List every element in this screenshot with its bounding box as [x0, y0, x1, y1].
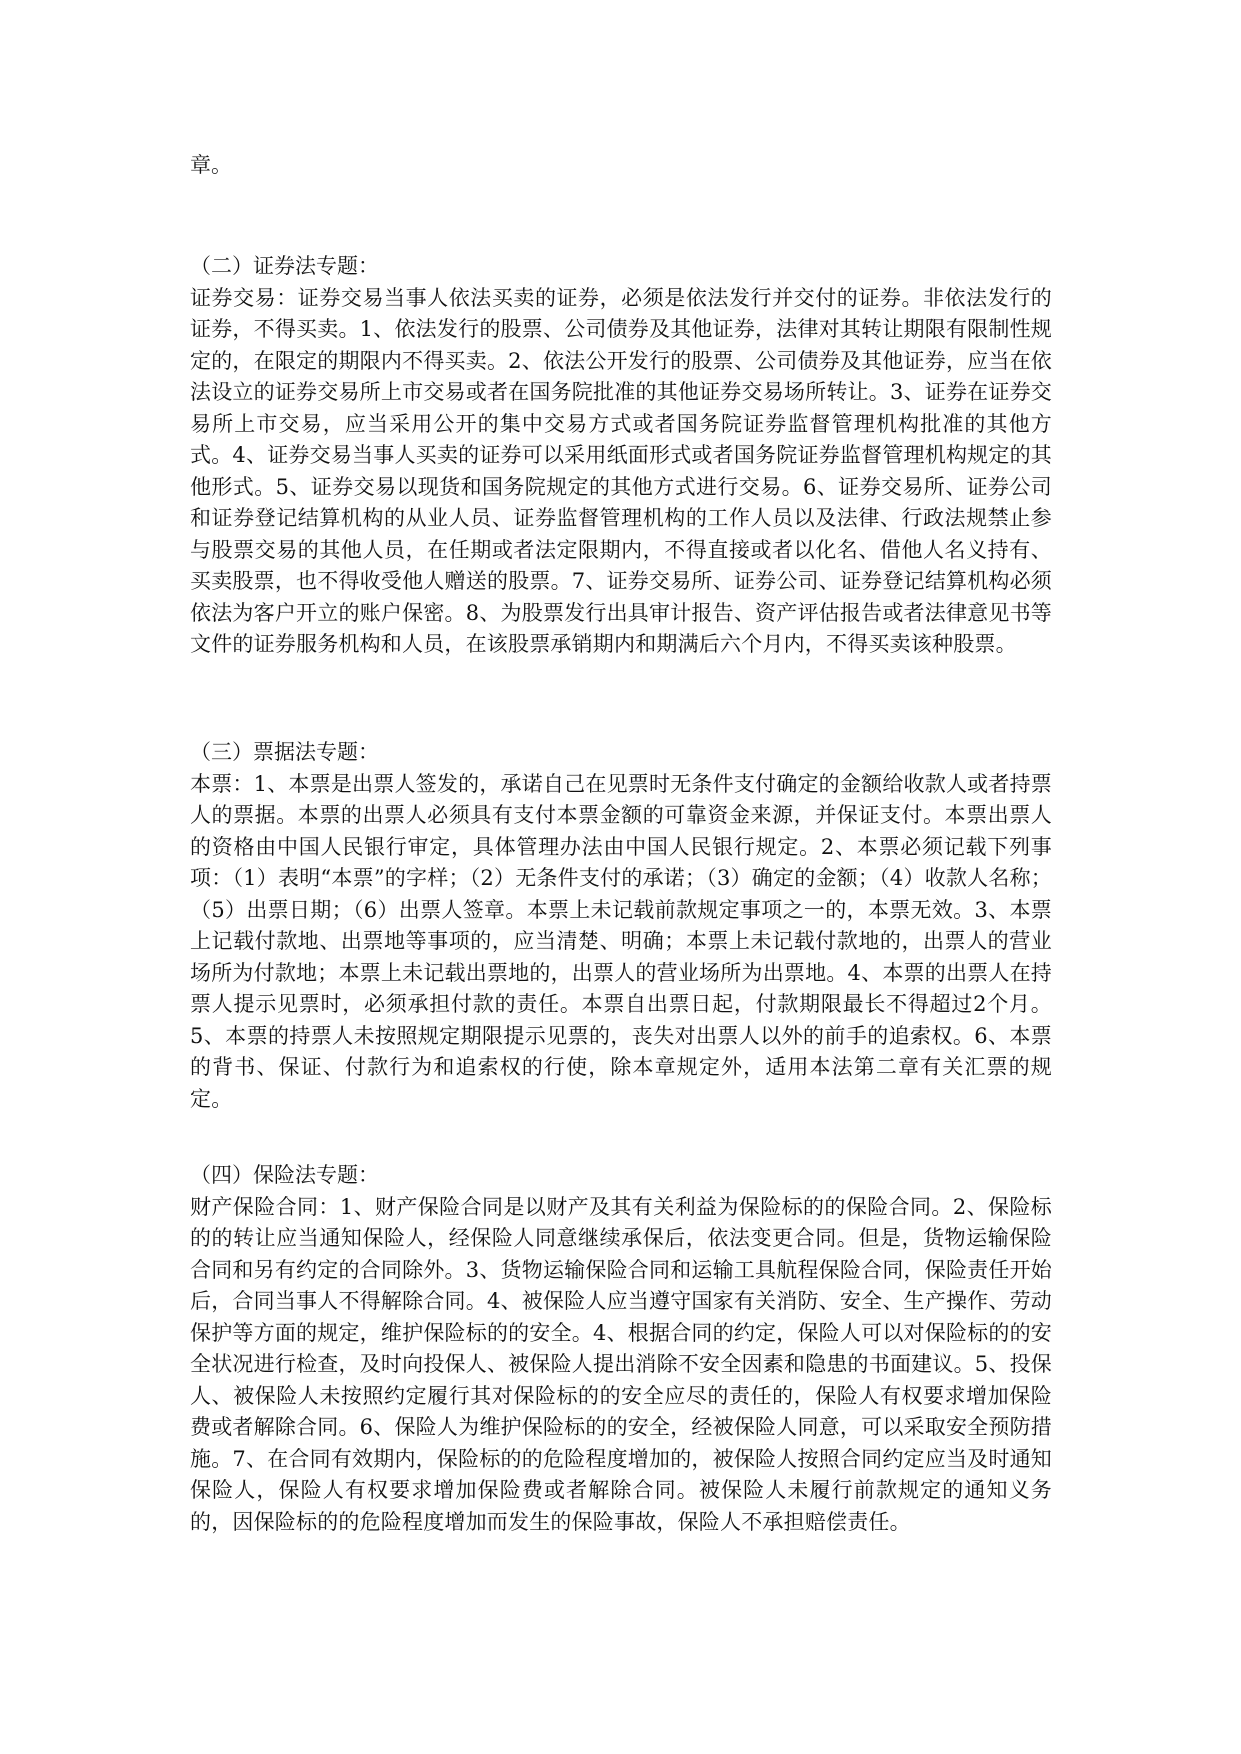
continued-fragment: 章。 [190, 153, 232, 177]
section-body: 本票：1、本票是出票人签发的，承诺自己在见票时无条件支付确定的金额给收款人或者持票人的票据。本票的出票人必须具有支付本票金额的可靠资金来源，并保证支付。本票出票人的资格由中国人民银行审定，具体管理办法由中国人民银行规定。2、本票必须记载下列事项：（1）表明“本票”的字样；（2）无条件支付的承诺；（3）确定的金额；（4）收款人名称；（5）出票日期；（6）出票人签章。本票上未记载前款规定事项之一的，本票无效。3、本票上记载付款地、出票地等事项的，应当清楚、明确；本票上未记载付款地的，出票人的营业场所为付款地；本票上未记载出票地的，出票人的营业场所为出票地。4、本票的出票人在持票人提示见票时，必须承担付款的责任。本票自出票日起，付款期限最长不得超过2个月。5、本票的持票人未按照规定期限提示见票的，丧失对出票人以外的前手的追索权。6、本票的背书、保证、付款行为和追索权的行使，除本章规定外，适用本法第二章有关汇票的规定。 [190, 771, 1052, 1111]
section-heading: （三）票据法专题： [190, 740, 379, 764]
section-body: 证券交易：证券交易当事人依法买卖的证券，必须是依法发行并交付的证券。非依法发行的证券，不得买卖。1、依法发行的股票、公司债券及其他证券，法律对其转让期限有限制性规定的，在限定的期限内不得买卖。2、依法公开发行的股票、公司债券及其他证券，应当在依法设立的证券交易所上市交易或者在国务院批准的其他证券交易场所转让。3、证券在证券交易所上市交易，应当采用公开的集中交易方式或者国务院证券监督管理机构批准的其他方式。4、证券交易当事人买卖的证券可以采用纸面形式或者国务院证券监督管理机构规定的其他形式。5、证券交易以现货和国务院规定的其他方式进行交易。6、证券交易所、证券公司和证券登记结算机构的从业人员、证券监督管理机构的工作人员以及法律、行政法规禁止参与股票交易的其他人员，在任期或者法定限期内，不得直接或者以化名、借他人名义持有、买卖股票，也不得收受他人赠送的股票。7、证券交易所、证券公司、证券登记结算机构必须依法为客户开立的账户保密。8、为股票发行出具审计报告、资产评估报告或者法律意见书等文件的证券服务机构和人员，在该股票承销期内和期满后六个月内，不得买卖该种股票。 [190, 285, 1052, 656]
section-securities-law [190, 251, 1052, 661]
section-heading: （四）保险法专题： [190, 1163, 379, 1187]
section-insurance-law [190, 1160, 1052, 1538]
section-body: 财产保险合同：1、财产保险合同是以财产及其有关利益为保险标的的保险合同。2、保险标的的转让应当通知保险人，经保险人同意继续承保后，依法变更合同。但是，货物运输保险合同和另有约定的合同除外。3、货物运输保险合同和运输工具航程保险合同，保险责任开始后，合同当事人不得解除合同。4、被保险人应当遵守国家有关消防、安全、生产操作、劳动保护等方面的规定，维护保险标的的安全。4、根据合同的约定，保险人可以对保险标的的安全状况进行检查，及时向投保人、被保险人提出消除不安全因素和隐患的书面建议。5、投保人、被保险人未按照约定履行其对保险标的的安全应尽的责任的，保险人有权要求增加保险费或者解除合同。6、保险人为维护保险标的的安全，经被保险人同意，可以采取安全预防措施。7、在合同有效期内，保险标的的危险程度增加的，被保险人按照合同约定应当及时通知保险人，保险人有权要求增加保险费或者解除合同。被保险人未履行前款规定的通知义务的，因保险标的的危险程度增加而发生的保险事故，保险人不承担赔偿责任。 [190, 1194, 1052, 1534]
document-page [190, 150, 1052, 1534]
section-heading: （二）证券法专题： [190, 254, 379, 278]
section-negotiable-instruments-law [190, 737, 1052, 1115]
